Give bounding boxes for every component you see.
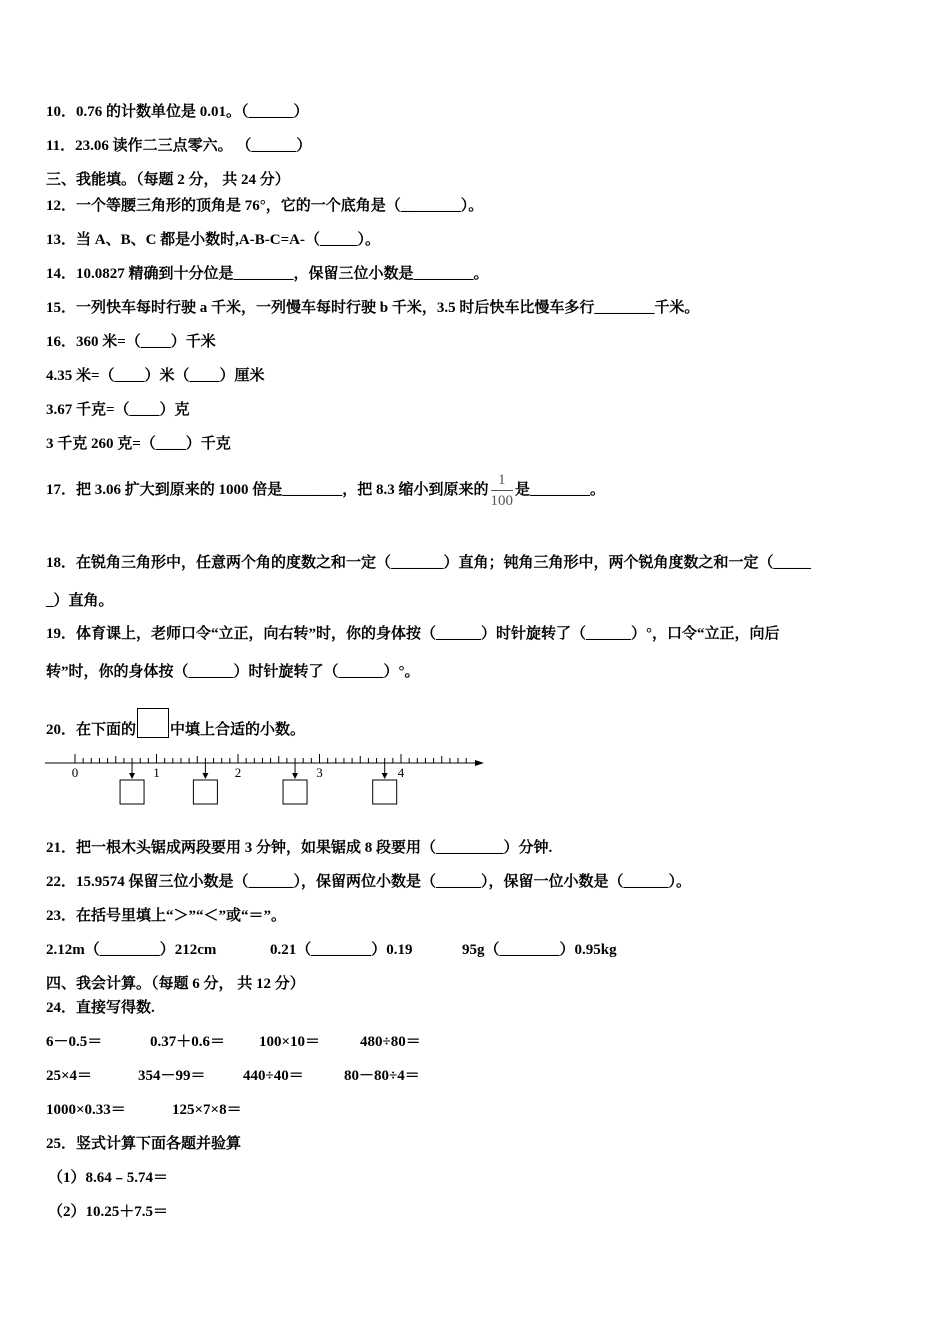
question-18-line2: _）直角。 xyxy=(46,593,114,609)
question-10: 10．0.76 的计数单位是 0.01。（______） xyxy=(46,104,309,120)
question-23-item-3: 95g（________）0.95kg xyxy=(462,942,617,958)
question-23-item-2: 0.21（________）0.19 xyxy=(270,942,413,958)
section-4-heading: 四、我会计算。（每题 6 分， 共 12 分） xyxy=(46,976,305,992)
question-17 xyxy=(46,470,605,511)
question-19-line1: 19．体育课上，老师口令“立正，向右转”时，你的身体按（______）时针旋转了（______）°，口令“立正，向后 xyxy=(46,626,780,642)
answer-box xyxy=(373,780,397,804)
calc-2: 0.37＋0.6＝ xyxy=(150,1034,226,1050)
answer-box xyxy=(120,780,144,804)
question-17-part2: 是________。 xyxy=(515,481,606,498)
calc-3: 100×10＝ xyxy=(259,1034,321,1050)
fraction-denominator: 100 xyxy=(490,493,514,509)
number-line-arrowhead xyxy=(475,760,484,766)
question-16-line4: 3 千克 260 克=（____）千克 xyxy=(46,436,231,452)
question-20-part2: 中填上合适的小数。 xyxy=(170,722,306,738)
question-16-line2: 4.35 米=（____）米（____）厘米 xyxy=(46,368,265,384)
tick-label: 2 xyxy=(234,765,242,780)
calc-5: 25×4＝ xyxy=(46,1068,93,1084)
question-25: 25．竖式计算下面各题并验算 xyxy=(46,1136,242,1152)
pointer-arrow-icon xyxy=(129,773,135,779)
number-line xyxy=(40,745,490,810)
question-16-line3: 3.67 千克=（____）克 xyxy=(46,402,190,418)
calc-9: 1000×0.33＝ xyxy=(46,1102,126,1118)
section-3-heading: 三、我能填。（每题 2 分， 共 24 分） xyxy=(46,172,290,188)
fraction-numerator: 1 xyxy=(491,470,514,491)
tick-label: 4 xyxy=(397,765,405,780)
question-15: 15．一列快车每时行驶 a 千米，一列慢车每时行驶 b 千米，3.5 时后快车比慢车多行________千米。 xyxy=(46,300,700,316)
question-23: 23．在括号里填上“＞”“＜”或“＝”。 xyxy=(46,908,287,924)
fraction xyxy=(491,470,514,511)
calc-1: 6－0.5＝ xyxy=(46,1034,103,1050)
question-25-item-2: （2）10.25＋7.5＝ xyxy=(48,1204,169,1220)
answer-box xyxy=(193,780,217,804)
tick-label: 3 xyxy=(316,765,323,780)
question-11: 11．23.06 读作二三点零六。 （______） xyxy=(46,138,312,154)
pointer-arrow-icon xyxy=(292,773,298,779)
calc-10: 125×7×8＝ xyxy=(172,1102,242,1118)
question-19-line2: 转”时，你的身体按（______）时针旋转了（______）°。 xyxy=(46,664,420,680)
question-17-part1: 17．把 3.06 扩大到原来的 1000 倍是________，把 8.3 缩小到原来的 xyxy=(46,481,489,498)
answer-box xyxy=(283,780,307,804)
pointer-arrow-icon xyxy=(202,773,208,779)
question-13: 13．当 A、B、C 都是小数时,A-B-C=A-（_____）。 xyxy=(46,232,380,248)
calc-6: 354－99＝ xyxy=(138,1068,206,1084)
question-24: 24．直接写得数. xyxy=(46,1000,155,1016)
pointer-arrow-icon xyxy=(382,773,388,779)
question-20 xyxy=(46,708,305,740)
tick-label: 1 xyxy=(153,765,160,780)
calc-8: 80－80÷4＝ xyxy=(344,1068,420,1084)
question-25-item-1: （1）8.64﹣5.74＝ xyxy=(48,1170,169,1186)
question-18-line1: 18．在锐角三角形中，任意两个角的度数之和一定（_______）直角；钝角三角形中，两个锐角度数之和一定（_____ xyxy=(46,555,812,571)
question-22: 22．15.9574 保留三位小数是（______），保留两位小数是（______），保留一位小数是（______）。 xyxy=(46,874,692,890)
calc-7: 440÷40＝ xyxy=(243,1068,304,1084)
answer-box-example xyxy=(137,708,169,738)
calc-4: 480÷80＝ xyxy=(360,1034,421,1050)
question-23-item-1: 2.12m（________）212cm xyxy=(46,942,217,958)
tick-label: 0 xyxy=(71,765,79,780)
question-16-line1: 16．360 米=（____）千米 xyxy=(46,334,216,350)
question-14: 14．10.0827 精确到十分位是________，保留三位小数是________。 xyxy=(46,266,489,282)
question-20-part1: 20．在下面的 xyxy=(46,722,137,738)
question-21: 21．把一根木头锯成两段要用 3 分钟，如果锯成 8 段要用（_________）分钟. xyxy=(46,840,553,856)
question-12: 12．一个等腰三角形的顶角是 76°，它的一个底角是（________）。 xyxy=(46,198,484,214)
